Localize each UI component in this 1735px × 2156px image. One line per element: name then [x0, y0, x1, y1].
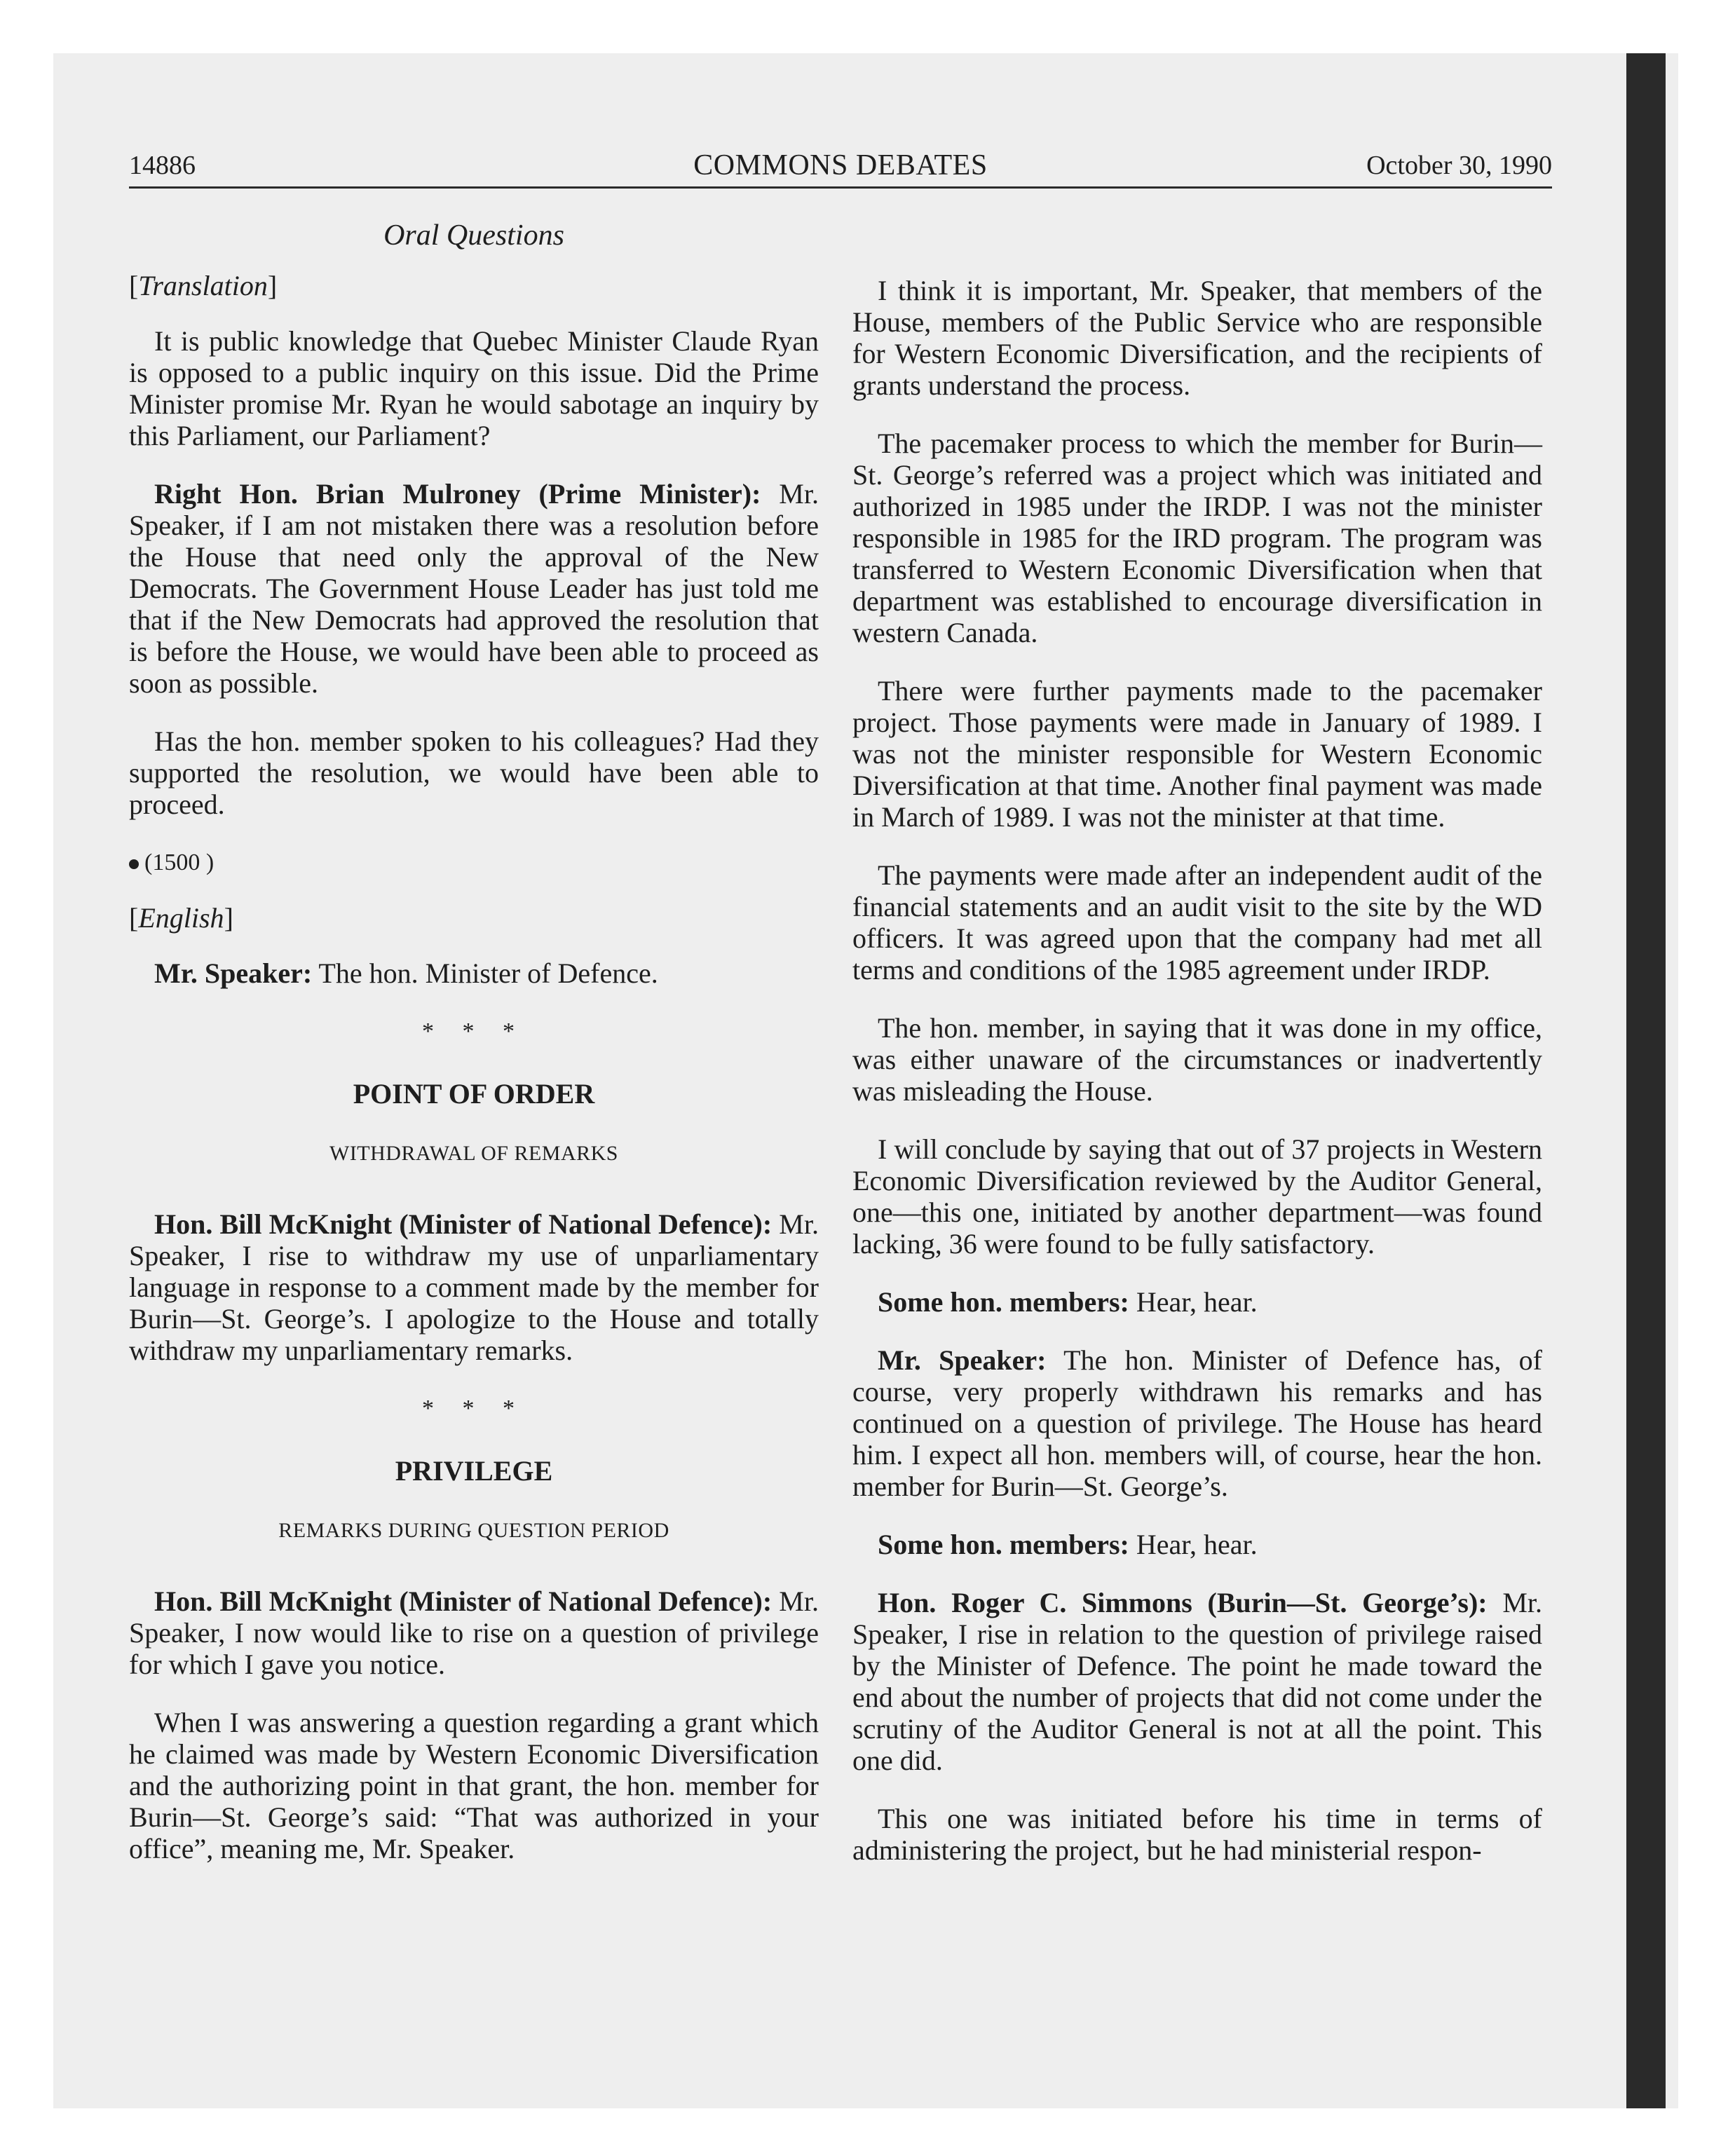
paragraph: Mr. Speaker: The hon. Minister of Defence has, of course, very properly withdrawn his remarks and has continued on a question of privilege. The House has heard him. I expect all hon. members will, of course, hear the hon. member for Burin—St. George’s. [852, 1344, 1543, 1502]
paragraph: I think it is important, Mr. Speaker, that members of the House, members of the Public Service who are responsible for Western Economic Diversification, and the recipients of grants understand the process. [852, 275, 1542, 401]
paragraph: Has the hon. member spoken to his colleagues? Had they supported the resolution, we would have been able to proceed. [129, 725, 819, 820]
paragraph: Some hon. members: Hear, hear. [878, 1286, 1258, 1318]
left-column [129, 270, 819, 1891]
paragraph: Right Hon. Brian Mulroney (Prime Minister): Mr. Speaker, if I am not mistaken there was a resolution before the House that need only the approval of the New Democrats. The Government House Leader has just told me that if the New Democrats had approved the resolution that is before the House, we would have been able to proceed as soon as possible. [129, 478, 819, 699]
subheading-remarks: REMARKS DURING QUESTION PERIOD [278, 1519, 669, 1542]
speaker-name: Some hon. members: [878, 1529, 1129, 1560]
publication-date: October 30, 1990 [1366, 151, 1552, 180]
scan-edge-shadow [1626, 53, 1666, 2108]
time-marker: (1500 ) [129, 847, 819, 878]
speaker-name: Mr. Speaker: [154, 957, 313, 989]
paragraph: Hon. Bill McKnight (Minister of National Defence): Mr. Speaker, I rise to withdraw my use of unparliamentary language in response to a comment made by the member for Burin—St. George’s. I apologize to the House and totally withdraw my unparliamentary remarks. [129, 1208, 819, 1366]
page-header [129, 146, 1552, 188]
speaker-name: Mr. Speaker: [878, 1344, 1047, 1376]
section-separator: * * * [422, 1018, 526, 1044]
paragraph: The hon. member, in saying that it was done in my office, was either unaware of the circumstances or inadvertently was misleading the House. [852, 1012, 1542, 1107]
page-number: 14886 [129, 151, 196, 180]
paragraph: The pacemaker process to which the member for Burin—St. George’s referred was a project which was initiated and authorized in 1985 under the IRDP. I was not the minister responsible in 1985 for the IRD program. The program was transferred to Western Economic Diversification when that department was established to encourage diversification in western Canada. [852, 428, 1542, 648]
speaker-name: Some hon. members: [878, 1286, 1129, 1318]
subheading-withdrawal: WITHDRAWAL OF REMARKS [329, 1142, 618, 1165]
paragraph: Hon. Bill McKnight (Minister of National Defence): Mr. Speaker, I now would like to rise on a question of privilege for which I gave you notice. [129, 1585, 819, 1680]
header-rule [129, 186, 1552, 189]
paragraph: There were further payments made to the pacemaker project. Those payments were made in January of 1989. I was not the minister responsible for Western Economic Diversification at that time. Another final payment was made in March of 1989. I was not the minister at that time. [852, 675, 1542, 833]
english-tag: [English] [129, 902, 233, 934]
section-heading: Oral Questions [383, 219, 564, 252]
speaker-name: Hon. Bill McKnight (Minister of National Defence): [154, 1585, 773, 1617]
heading-point-of-order: POINT OF ORDER [353, 1078, 595, 1110]
heading-privilege: PRIVILEGE [395, 1455, 553, 1487]
paragraph: This one was initiated before his time in terms of administering the project, but he had ministerial respon- [852, 1803, 1542, 1866]
paragraph: It is public knowledge that Quebec Minister Claude Ryan is opposed to a public inquiry on this issue. Did the Prime Minister promise Mr. Ryan he would sabotage an inquiry by this Parliament, our Parliament? [129, 325, 819, 451]
speaker-name: Hon. Bill McKnight (Minister of National Defence): [154, 1208, 773, 1240]
paragraph: Some hon. members: Hear, hear. [878, 1529, 1258, 1560]
speaker-name: Right Hon. Brian Mulroney (Prime Minister): [154, 478, 761, 510]
paragraph: Mr. Speaker: The hon. Minister of Defence. [154, 957, 658, 989]
paragraph: I will conclude by saying that out of 37 projects in Western Economic Diversification reviewed by the Auditor General, one—this one, initiated by another department—was found lacking, 36 were found to be fully satisfactory. [852, 1133, 1542, 1260]
paragraph: Hon. Roger C. Simmons (Burin—St. George’s): Mr. Speaker, I rise in relation to the question of privilege raised by the Minister of Defence. The point he made toward the end about the number of projects that did not come under the scrutiny of the Auditor General is not at all the point. This one did. [852, 1587, 1542, 1776]
publication-title: COMMONS DEBATES [693, 149, 988, 182]
right-column [852, 275, 1542, 1892]
speaker-name: Hon. Roger C. Simmons (Burin—St. George’s): [878, 1587, 1488, 1618]
bullet-icon [129, 859, 139, 869]
translation-tag: [Translation] [129, 270, 278, 301]
paragraph: The payments were made after an independent audit of the financial statements and an audit visit to the site by the WD officers. It was agreed upon that the company had met all terms and conditions of the 1985 agreement under IRDP. [852, 859, 1542, 985]
paragraph: When I was answering a question regarding a grant which he claimed was made by Western Economic Diversification and the authorizing point in that grant, the hon. member for Burin—St. George’s said: “That was authorized in your office”, meaning me, Mr. Speaker. [129, 1707, 819, 1864]
section-separator: * * * [422, 1396, 526, 1421]
